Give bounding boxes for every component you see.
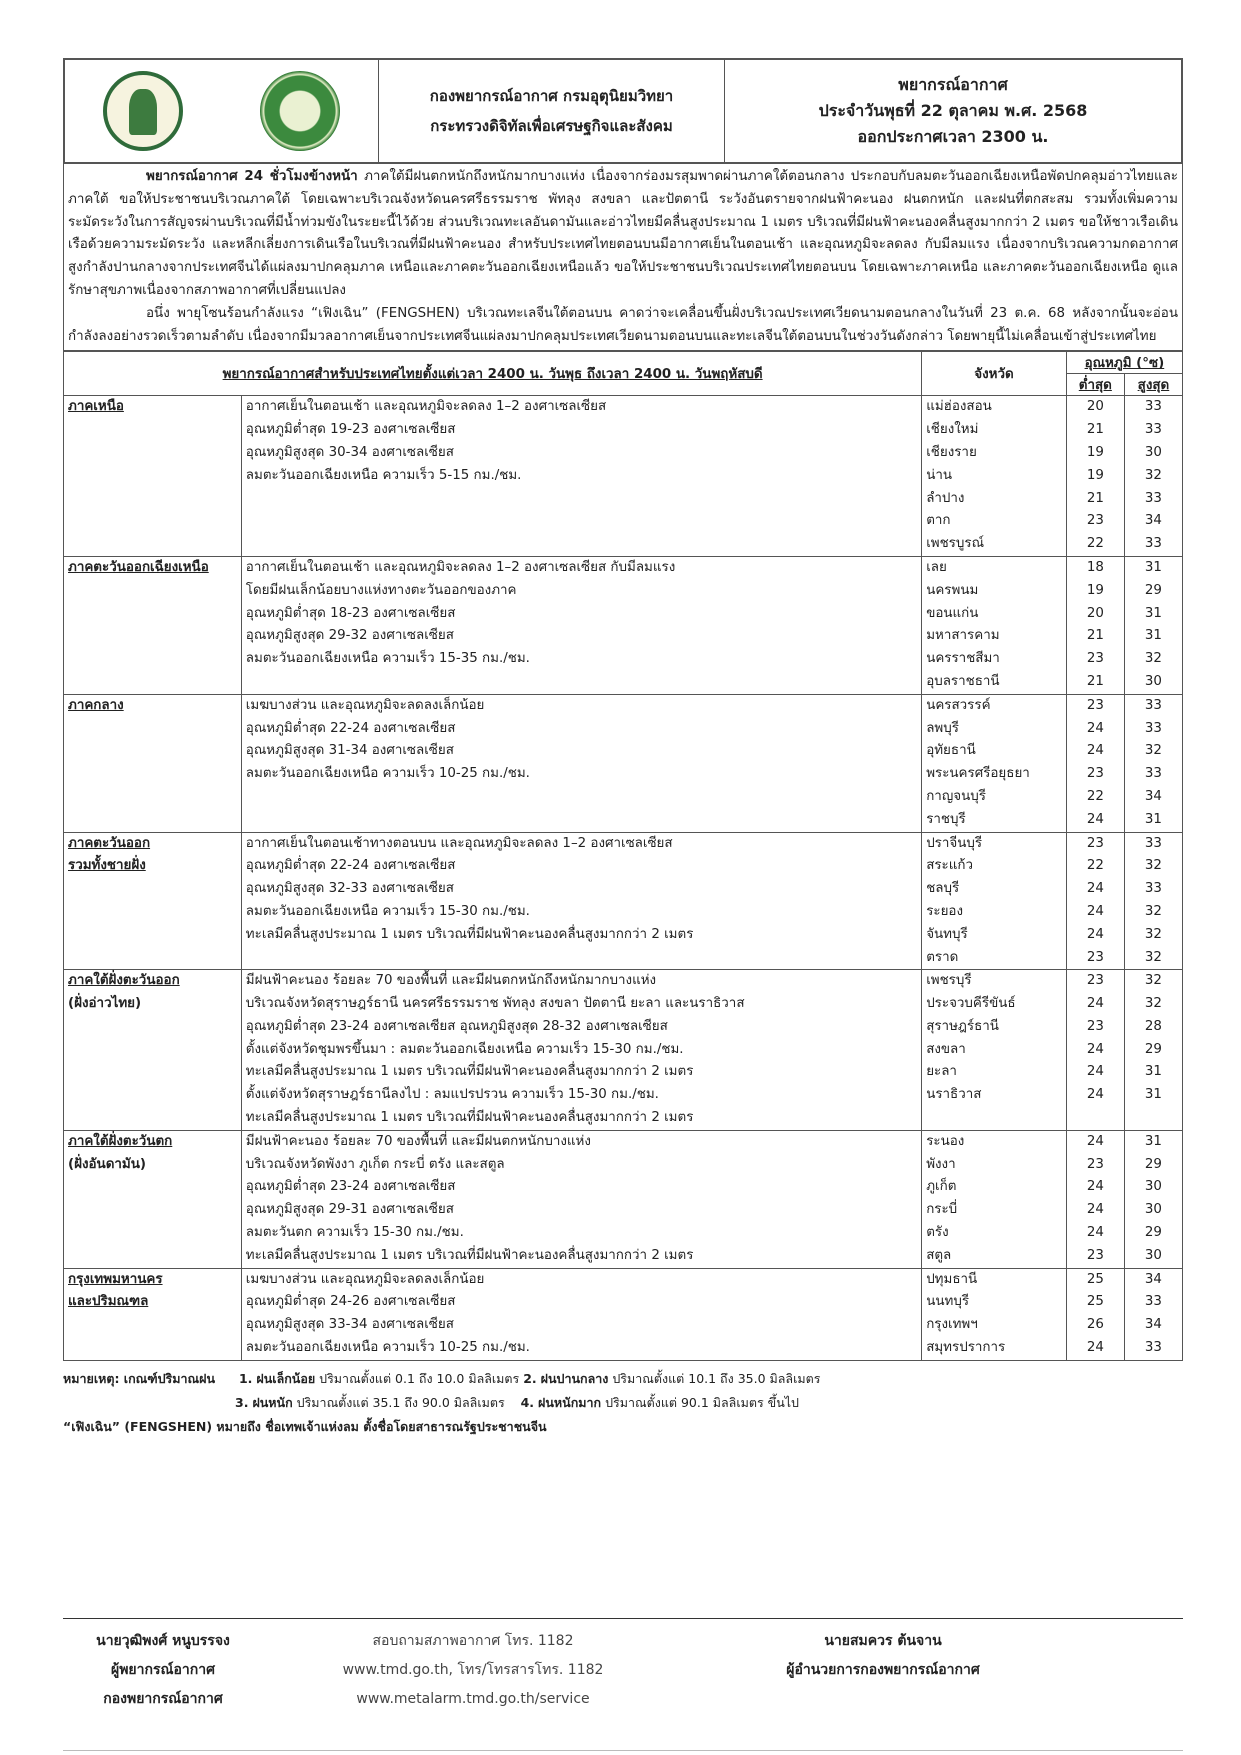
note-number: 3. — [235, 1394, 249, 1410]
note-term: ฝนเล็กน้อย — [256, 1370, 316, 1386]
description-line: ลมตะวันออกเฉียงเหนือ ความเร็ว 15-30 กม./ชม. — [245, 903, 530, 919]
max-temp-value: 33 — [1144, 697, 1162, 713]
region-name: ภาคตะวันออก — [68, 835, 151, 851]
max-temp-cell — [1124, 556, 1182, 694]
min-temp-value: 24 — [1086, 1041, 1104, 1057]
min-temp-value: 20 — [1086, 605, 1104, 621]
max-temp-value: 32 — [1144, 973, 1162, 989]
min-temp-value: 24 — [1086, 903, 1104, 919]
max-temp-value: 30 — [1144, 1179, 1162, 1195]
min-temp-value: 26 — [1086, 1317, 1104, 1333]
description-line: อุณหภูมิต่ำสุด 22-24 องศาเซลเซียส — [245, 720, 456, 736]
min-temp-value: 24 — [1086, 996, 1104, 1012]
description-line: อุณหภูมิต่ำสุด 22-24 องศาเซลเซียส — [245, 858, 456, 874]
description-line: ลมตะวันออกเฉียงเหนือ ความเร็ว 10-25 กม./ชม. — [245, 766, 530, 782]
province-name: เลย — [926, 559, 947, 575]
description-line: ตั้งแต่จังหวัดชุมพรขึ้นมา : ลมตะวันออกเฉียงเหนือ ความเร็ว 15-30 กม./ชม. — [245, 1041, 684, 1057]
min-temp-header: ต่ำสุด — [1066, 374, 1124, 396]
description-line: มีฝนฟ้าคะนอง ร้อยละ 70 ของพื้นที่ และมีฝนตกหนักบางแห่ง — [245, 1133, 591, 1149]
note-desc: ปริมาณตั้งแต่ 90.1 มิลลิเมตร ขึ้นไป — [605, 1394, 799, 1410]
max-temp-value: 28 — [1144, 1018, 1162, 1034]
region-description — [241, 970, 921, 1131]
min-temp-value: 24 — [1086, 1133, 1104, 1149]
note-term: ฝนหนักมาก — [538, 1394, 602, 1410]
forecast-document — [63, 58, 1183, 1439]
province-name: น่าน — [926, 467, 953, 483]
min-temp-value: 23 — [1086, 949, 1104, 965]
province-cell — [922, 1268, 1067, 1360]
description-line: ทะเลมีคลื่นสูงประมาณ 1 เมตร บริเวณที่มีฝนฟ้าคะนองคลื่นสูงมากกว่า 2 เมตร — [245, 1110, 694, 1126]
province-name: ตาก — [926, 513, 951, 529]
province-name: ตรัง — [926, 1225, 949, 1241]
region-row — [64, 1130, 1183, 1268]
max-temp-value: 34 — [1144, 1317, 1162, 1333]
min-temp-value: 23 — [1086, 835, 1104, 851]
description-line: ทะเลมีคลื่นสูงประมาณ 1 เมตร บริเวณที่มีฝนฟ้าคะนองคลื่นสูงมากกว่า 2 เมตร — [245, 926, 694, 942]
min-temp-value: 19 — [1086, 444, 1104, 460]
region-name: ภาคใต้ฝั่งตะวันตก — [68, 1133, 173, 1149]
max-temp-cell — [1124, 1130, 1182, 1268]
region-name: ภาคใต้ฝั่งตะวันออก — [68, 973, 180, 989]
province-name: เพชรบูรณ์ — [926, 536, 984, 552]
province-name: นครพนม — [926, 582, 979, 598]
province-name: ปราจีนบุรี — [926, 835, 983, 851]
max-temp-value: 31 — [1144, 811, 1162, 827]
description-line: ตั้งแต่จังหวัดสุราษฎร์ธานีลงไป : ลมแปรปรวน ความเร็ว 15-30 กม./ชม. — [245, 1087, 659, 1103]
storm-paragraph: อนึ่ง พายุโซนร้อนกำลังแรง “เฟิงเฉิน” (FENGSHEN) บริเวณทะเลจีนใต้ตอนบน คาดว่าจะเคลื่อนขึ้นฝั่งบริเวณประเทศเวียดนามตอนกลางในวันที่ 23 ต.ค. 68 หลังจากนั้นจะอ่อนกำลังลงอย่างรวดเร็วตามลำดับ เนื่องจากมีมวลอากาศเย็นจากประเทศจีนแผ่ลงมาปกคลุมประเทศเวียดนามตอนบนและทะเลจีนใต้ตอนบนในช่วงวันดังกล่าว โดยพายุนี้ไม่เคลื่อนเข้าสู่ประเทศไทย — [68, 305, 1178, 344]
max-temp-value: 33 — [1144, 1294, 1162, 1310]
table-title-header: พยากรณ์อากาศสำหรับประเทศไทยตั้งแต่เวลา 2400 น. วันพุธ ถึงเวลา 2400 น. วันพฤหัสบดี — [64, 352, 922, 396]
contact-phone: สอบถามสภาพอากาศ โทร. 1182 — [372, 1633, 574, 1649]
region-row — [64, 556, 1183, 694]
province-name: สตูล — [926, 1247, 952, 1263]
province-name: ภูเก็ต — [926, 1179, 957, 1195]
forecast-summary — [63, 164, 1183, 351]
rain-criteria-notes — [63, 1367, 1183, 1439]
min-temp-value: 22 — [1086, 788, 1104, 804]
ministry-name: กระทรวงดิจิทัลเพื่อเศรษฐกิจและสังคม — [430, 117, 673, 135]
province-name: กรุงเทพฯ — [926, 1317, 978, 1333]
description-line: มีฝนฟ้าคะนอง ร้อยละ 70 ของพื้นที่ และมีฝนตกหนักถึงหนักมากบางแห่ง — [245, 973, 657, 989]
note-number: 2. — [523, 1370, 537, 1386]
min-temp-value: 22 — [1086, 858, 1104, 874]
max-temp-value: 30 — [1144, 444, 1162, 460]
temperature-header: อุณหภูมิ (°ซ) — [1066, 352, 1182, 374]
max-temp-value: 29 — [1144, 1225, 1162, 1241]
max-temp-value: 33 — [1144, 490, 1162, 506]
min-temp-cell — [1066, 556, 1124, 694]
max-temp-value: 29 — [1144, 1156, 1162, 1172]
description-line: อากาศเย็นในตอนเช้า และอุณหภูมิจะลดลง 1–2 องศาเซลเซียส กับมีลมแรง — [245, 559, 676, 575]
max-temp-value: 30 — [1144, 1247, 1162, 1263]
province-name: สมุทรปราการ — [926, 1340, 1006, 1356]
min-temp-value: 24 — [1086, 720, 1104, 736]
region-cell — [64, 832, 242, 970]
province-name: นราธิวาส — [926, 1087, 982, 1103]
min-temp-value: 23 — [1086, 651, 1104, 667]
min-temp-cell — [1066, 1268, 1124, 1360]
max-temp-value: 33 — [1144, 399, 1162, 415]
min-temp-value: 23 — [1086, 697, 1104, 713]
max-temp-value: 32 — [1144, 996, 1162, 1012]
region-cell — [64, 1268, 242, 1360]
min-temp-value: 23 — [1086, 766, 1104, 782]
min-temp-value: 24 — [1086, 743, 1104, 759]
max-temp-value: 31 — [1144, 605, 1162, 621]
min-temp-value: 25 — [1086, 1294, 1104, 1310]
organization-block — [379, 60, 725, 162]
max-temp-value: 32 — [1144, 903, 1162, 919]
description-line: อุณหภูมิต่ำสุด 23-24 องศาเซลเซียส — [245, 1179, 456, 1195]
description-line: อุณหภูมิสูงสุด 29-32 องศาเซลเซียส — [245, 628, 454, 644]
max-temp-value: 34 — [1144, 1271, 1162, 1287]
max-temp-cell — [1124, 832, 1182, 970]
min-temp-value: 20 — [1086, 399, 1104, 415]
notes-row-1 — [63, 1367, 1183, 1391]
description-line: ลมตะวันตก ความเร็ว 15-30 กม./ชม. — [245, 1225, 464, 1241]
region-description — [241, 832, 921, 970]
description-line: อุณหภูมิต่ำสุด 24-26 องศาเซลเซียส — [245, 1294, 456, 1310]
description-line: อากาศเย็นในตอนเช้าทางตอนบน และอุณหภูมิจะลดลง 1–2 องศาเซลเซียส — [245, 835, 673, 851]
max-temp-value: 32 — [1144, 858, 1162, 874]
province-cell — [922, 1130, 1067, 1268]
region-subtitle: รวมทั้งชายฝั่ง — [68, 858, 146, 874]
forecaster-title: ผู้พยากรณ์อากาศ — [111, 1662, 215, 1678]
min-temp-value: 25 — [1086, 1271, 1104, 1287]
province-name: เชียงใหม่ — [926, 422, 979, 438]
issue-time: ออกประกาศเวลา 2300 น. — [857, 127, 1049, 146]
max-temp-value: 32 — [1144, 743, 1162, 759]
max-temp-cell — [1124, 1268, 1182, 1360]
province-cell — [922, 396, 1067, 557]
region-name: ภาคตะวันออกเฉียงเหนือ — [68, 559, 209, 575]
min-temp-value: 24 — [1086, 1225, 1104, 1241]
province-name: สงขลา — [926, 1041, 966, 1057]
province-name: มหาสารคาม — [926, 628, 1000, 644]
min-temp-value: 22 — [1086, 536, 1104, 552]
max-temp-value: 31 — [1144, 559, 1162, 575]
description-line: เมฆบางส่วน และอุณหภูมิจะลดลงเล็กน้อย — [245, 1271, 485, 1287]
note-desc: ปริมาณตั้งแต่ 10.1 ถึง 35.0 มิลลิเมตร — [612, 1370, 821, 1386]
max-temp-value: 31 — [1144, 1064, 1162, 1080]
description-line: อุณหภูมิสูงสุด 29-31 องศาเซลเซียส — [245, 1202, 454, 1218]
organization-name: กองพยากรณ์อากาศ กรมอุตุนิยมวิทยา — [429, 87, 674, 105]
min-temp-value: 24 — [1086, 1179, 1104, 1195]
province-name: ชลบุรี — [926, 881, 960, 897]
forecaster-name: นายวุฒิพงศ์ หนูบรรจง — [96, 1633, 230, 1649]
min-temp-value: 23 — [1086, 1156, 1104, 1172]
province-name: สระแก้ว — [926, 858, 974, 874]
province-cell — [922, 832, 1067, 970]
region-subtitle: (ฝั่งอันดามัน) — [68, 1156, 147, 1172]
contact-info — [323, 1627, 623, 1714]
region-subtitle: (ฝั่งอ่าวไทย) — [68, 996, 142, 1012]
province-name: ราชบุรี — [926, 811, 966, 827]
region-row — [64, 970, 1183, 1131]
max-temp-cell — [1124, 970, 1182, 1131]
province-name: กระบี่ — [926, 1202, 958, 1218]
description-line: โดยมีฝนเล็กน้อยบางแห่งทางตะวันออกของภาค — [245, 582, 517, 598]
description-line: ลมตะวันออกเฉียงเหนือ ความเร็ว 5-15 กม./ชม. — [245, 467, 522, 483]
min-temp-cell — [1066, 396, 1124, 557]
province-name: ประจวบคีรีขันธ์ — [926, 996, 1016, 1012]
region-cell — [64, 1130, 242, 1268]
max-temp-cell — [1124, 396, 1182, 557]
description-line: เมฆบางส่วน และอุณหภูมิจะลดลงเล็กน้อย — [245, 697, 485, 713]
province-name: กาญจนบุรี — [926, 788, 986, 804]
province-name: สุราษฎร์ธานี — [926, 1018, 999, 1034]
min-temp-value: 24 — [1086, 1064, 1104, 1080]
note-term: ฝนปานกลาง — [540, 1370, 609, 1386]
document-header — [63, 58, 1183, 164]
max-temp-value: 31 — [1144, 1087, 1162, 1103]
province-cell — [922, 694, 1067, 832]
tmd-logo-icon — [260, 71, 340, 151]
min-temp-cell — [1066, 1130, 1124, 1268]
max-temp-value: 30 — [1144, 673, 1162, 689]
province-name: ตราด — [926, 949, 959, 965]
note-number: 4. — [520, 1394, 535, 1410]
province-name: นครราชสีมา — [926, 651, 1000, 667]
province-name: จันทบุรี — [926, 926, 968, 942]
description-line: บริเวณจังหวัดสุราษฎร์ธานี นครศรีธรรมราช พัทลุง สงขลา ปัตตานี ยะลา และนราธิวาส — [245, 996, 745, 1012]
province-name: นครสวรรค์ — [926, 697, 991, 713]
ministry-logo-icon — [103, 71, 183, 151]
regional-forecast-table — [63, 351, 1183, 1360]
region-row — [64, 1268, 1183, 1360]
min-temp-value: 24 — [1086, 1087, 1104, 1103]
title-block — [725, 60, 1181, 162]
note-number: 1. — [238, 1370, 253, 1386]
min-temp-cell — [1066, 970, 1124, 1131]
summary-text: ภาคใต้มีฝนตกหนักถึงหนักมากบางแห่ง เนื่องจากร่องมรสุมพาดผ่านภาคใต้ตอนกลาง ประกอบกับลมตะวันออกเฉียงเหนือพัดปกคลุมอ่าวไทยและภาคใต้ ขอให้ประชาชนบริเวณภาคใต้ โดยเฉพาะบริเวณจังหวัดนครศรีธรรมราช พัทลุง สงขลา และปัตตานี ระวังอันตรายจากฝนฟ้าคะนอง ฝนตกหนัก และฝนที่ตกสะสม รวมทั้งเพิ่มความระมัดระวังในการสัญจรผ่านบริเวณที่มีน้ำท่วมขังในระยะนี้ไว้ด้วย ส่วนบริเวณทะเลอันดามันและอ่าวไทยมีคลื่นสูงประมาณ 1 เมตร บริเวณที่มีฝนฟ้าคะนองคลื่นสูงมากกว่า 2 เมตร ขอให้ชาวเรือเดินเรือด้วยความระมัดระวัง และหลีกเลี่ยงการเดินเรือในบริเวณที่มีฝนฟ้าคะนอง สำหรับประเทศไทยตอนบนมีอากาศเย็นในตอนเช้า และอุณหภูมิจะลดลง กับมีลมแรง เนื่องจากบริเวณความกดอากาศสูงกำลังปานกลางจากประเทศจีนได้แผ่ลงมาปกคลุมภาค เหนือและภาคตะวันออกเฉียงเหนือแล้ว ขอให้ประชาชนบริเวณประเทศไทยตอนบน โดยเฉพาะภาคเหนือ และภาคตะวันออกเฉียงเหนือ ดูแลรักษาสุขภาพเนื่องจากสภาพอากาศที่เปลี่ยนแปลง — [68, 169, 1179, 298]
contact-website[interactable]: www.tmd.go.th, โทร/โทรสารโทร. 1182 — [342, 1662, 604, 1678]
min-temp-value: 19 — [1086, 582, 1104, 598]
max-temp-value: 29 — [1144, 582, 1162, 598]
notes-label: หมายเหตุ: เกณฑ์ปริมาณฝน — [63, 1370, 215, 1386]
max-temp-value: 33 — [1144, 881, 1162, 897]
region-description — [241, 396, 921, 557]
description-line: ทะเลมีคลื่นสูงประมาณ 1 เมตร บริเวณที่มีฝนฟ้าคะนองคลื่นสูงมากกว่า 2 เมตร — [245, 1247, 694, 1263]
province-name: เชียงราย — [926, 444, 977, 460]
region-cell — [64, 396, 242, 557]
note-term: ฝนหนัก — [252, 1394, 293, 1410]
note-desc: ปริมาณตั้งแต่ 35.1 ถึง 90.0 มิลลิเมตร — [296, 1394, 505, 1410]
region-row — [64, 396, 1183, 557]
max-temp-value: 33 — [1144, 422, 1162, 438]
max-temp-value: 29 — [1144, 1041, 1162, 1057]
max-temp-value: 33 — [1144, 835, 1162, 851]
note-desc: ปริมาณตั้งแต่ 0.1 ถึง 10.0 มิลลิเมตร — [319, 1370, 520, 1386]
min-temp-value: 21 — [1086, 490, 1104, 506]
region-cell — [64, 556, 242, 694]
max-temp-value: 31 — [1144, 628, 1162, 644]
province-name: ขอนแก่น — [926, 605, 979, 621]
min-temp-value: 21 — [1086, 422, 1104, 438]
region-name: กรุงเทพมหานคร — [68, 1271, 163, 1287]
description-line: อุณหภูมิสูงสุด 33-34 องศาเซลเซียส — [245, 1317, 454, 1333]
region-cell — [64, 970, 242, 1131]
max-temp-value: 33 — [1144, 536, 1162, 552]
max-temp-value: 32 — [1144, 949, 1162, 965]
max-temp-value: 32 — [1144, 651, 1162, 667]
description-line: ลมตะวันออกเฉียงเหนือ ความเร็ว 15-35 กม./ชม. — [245, 651, 530, 667]
max-temp-value: 30 — [1144, 1202, 1162, 1218]
min-temp-value: 21 — [1086, 628, 1104, 644]
max-temp-cell — [1124, 694, 1182, 832]
min-temp-value: 24 — [1086, 1202, 1104, 1218]
description-line: อุณหภูมิต่ำสุด 18-23 องศาเซลเซียส — [245, 605, 456, 621]
description-line: อุณหภูมิสูงสุด 32-33 องศาเซลเซียส — [245, 881, 454, 897]
description-line: อุณหภูมิต่ำสุด 19-23 องศาเซลเซียส — [245, 422, 456, 438]
max-temp-value: 34 — [1144, 513, 1162, 529]
description-line: อุณหภูมิสูงสุด 30-34 องศาเซลเซียส — [245, 444, 454, 460]
min-temp-value: 19 — [1086, 467, 1104, 483]
bottom-divider — [63, 1750, 1183, 1751]
director-signature — [713, 1627, 1053, 1685]
max-temp-value: 31 — [1144, 1133, 1162, 1149]
region-description — [241, 1130, 921, 1268]
forecaster-signature — [63, 1627, 263, 1714]
min-temp-value: 24 — [1086, 811, 1104, 827]
province-cell — [922, 556, 1067, 694]
region-cell — [64, 694, 242, 832]
region-description — [241, 556, 921, 694]
province-name: ลพบุรี — [926, 720, 959, 736]
province-name: นนทบุรี — [926, 1294, 970, 1310]
min-temp-cell — [1066, 832, 1124, 970]
province-name: เพชรบุรี — [926, 973, 972, 989]
province-name: ระนอง — [926, 1133, 965, 1149]
province-cell — [922, 970, 1067, 1131]
province-name: อุทัยธานี — [926, 743, 976, 759]
min-temp-value: 24 — [1086, 926, 1104, 942]
region-row — [64, 694, 1183, 832]
region-subtitle: และปริมณฑล — [68, 1294, 149, 1310]
region-description — [241, 1268, 921, 1360]
max-temp-value: 33 — [1144, 720, 1162, 736]
description-line: อุณหภูมิสูงสุด 31-34 องศาเซลเซียส — [245, 743, 454, 759]
contact-service-link[interactable]: www.metalarm.tmd.go.th/service — [356, 1691, 590, 1707]
province-name: ยะลา — [926, 1064, 957, 1080]
province-header: จังหวัด — [922, 352, 1067, 396]
province-name: พระนครศรีอยุธยา — [926, 766, 1030, 782]
forecaster-department: กองพยากรณ์อากาศ — [103, 1691, 223, 1707]
director-title: ผู้อำนวยการกองพยากรณ์อากาศ — [786, 1662, 980, 1678]
description-line: อากาศเย็นในตอนเช้า และอุณหภูมิจะลดลง 1–2 องศาเซลเซียส — [245, 399, 607, 415]
min-temp-value: 18 — [1086, 559, 1104, 575]
notes-row-2 — [63, 1391, 1183, 1415]
min-temp-cell — [1066, 694, 1124, 832]
region-name: ภาคเหนือ — [68, 399, 124, 415]
storm-name-note: “เฟิงเฉิน” (FENGSHEN) หมายถึง ชื่อเทพเจ้าแห่งลม ตั้งชื่อโดยสาธารณรัฐประชาชนจีน — [63, 1418, 547, 1434]
min-temp-value: 23 — [1086, 1018, 1104, 1034]
region-name: ภาคกลาง — [68, 697, 124, 713]
province-name: พังงา — [926, 1156, 956, 1172]
min-temp-value: 23 — [1086, 513, 1104, 529]
document-title: พยากรณ์อากาศ — [898, 75, 1008, 94]
logo-area — [65, 60, 379, 162]
max-temp-value: 32 — [1144, 926, 1162, 942]
min-temp-value: 23 — [1086, 973, 1104, 989]
region-row — [64, 832, 1183, 970]
description-line: บริเวณจังหวัดพังงา ภูเก็ต กระบี่ ตรัง และสตูล — [245, 1156, 505, 1172]
max-temp-value: 32 — [1144, 467, 1162, 483]
province-name: ปทุมธานี — [926, 1271, 978, 1287]
min-temp-value: 24 — [1086, 881, 1104, 897]
province-name: อุบลราชธานี — [926, 673, 1000, 689]
signature-footer — [63, 1618, 1183, 1707]
max-temp-header: สูงสุด — [1124, 374, 1182, 396]
description-line: ทะเลมีคลื่นสูงประมาณ 1 เมตร บริเวณที่มีฝนฟ้าคะนองคลื่นสูงมากกว่า 2 เมตร — [245, 1064, 694, 1080]
min-temp-value: 24 — [1086, 1340, 1104, 1356]
summary-lead: พยากรณ์อากาศ 24 ชั่วโมงข้างหน้า — [146, 169, 358, 184]
min-temp-value: 21 — [1086, 673, 1104, 689]
max-temp-value: 34 — [1144, 788, 1162, 804]
summary-paragraph — [68, 166, 1178, 303]
description-line: ลมตะวันออกเฉียงเหนือ ความเร็ว 10-25 กม./ชม. — [245, 1340, 530, 1356]
max-temp-value: 33 — [1144, 766, 1162, 782]
province-name: แม่ฮ่องสอน — [926, 399, 992, 415]
description-line: อุณหภูมิต่ำสุด 23-24 องศาเซลเซียส อุณหภูมิสูงสุด 28-32 องศาเซลเซียส — [245, 1018, 668, 1034]
max-temp-value: 33 — [1144, 1340, 1162, 1356]
region-description — [241, 694, 921, 832]
province-name: ลำปาง — [926, 490, 965, 506]
forecast-date: ประจำวันพุธที่ 22 ตุลาคม พ.ศ. 2568 — [818, 101, 1088, 120]
province-name: ระยอง — [926, 903, 963, 919]
min-temp-value: 23 — [1086, 1247, 1104, 1263]
director-name: นายสมควร ต้นจาน — [824, 1633, 942, 1649]
